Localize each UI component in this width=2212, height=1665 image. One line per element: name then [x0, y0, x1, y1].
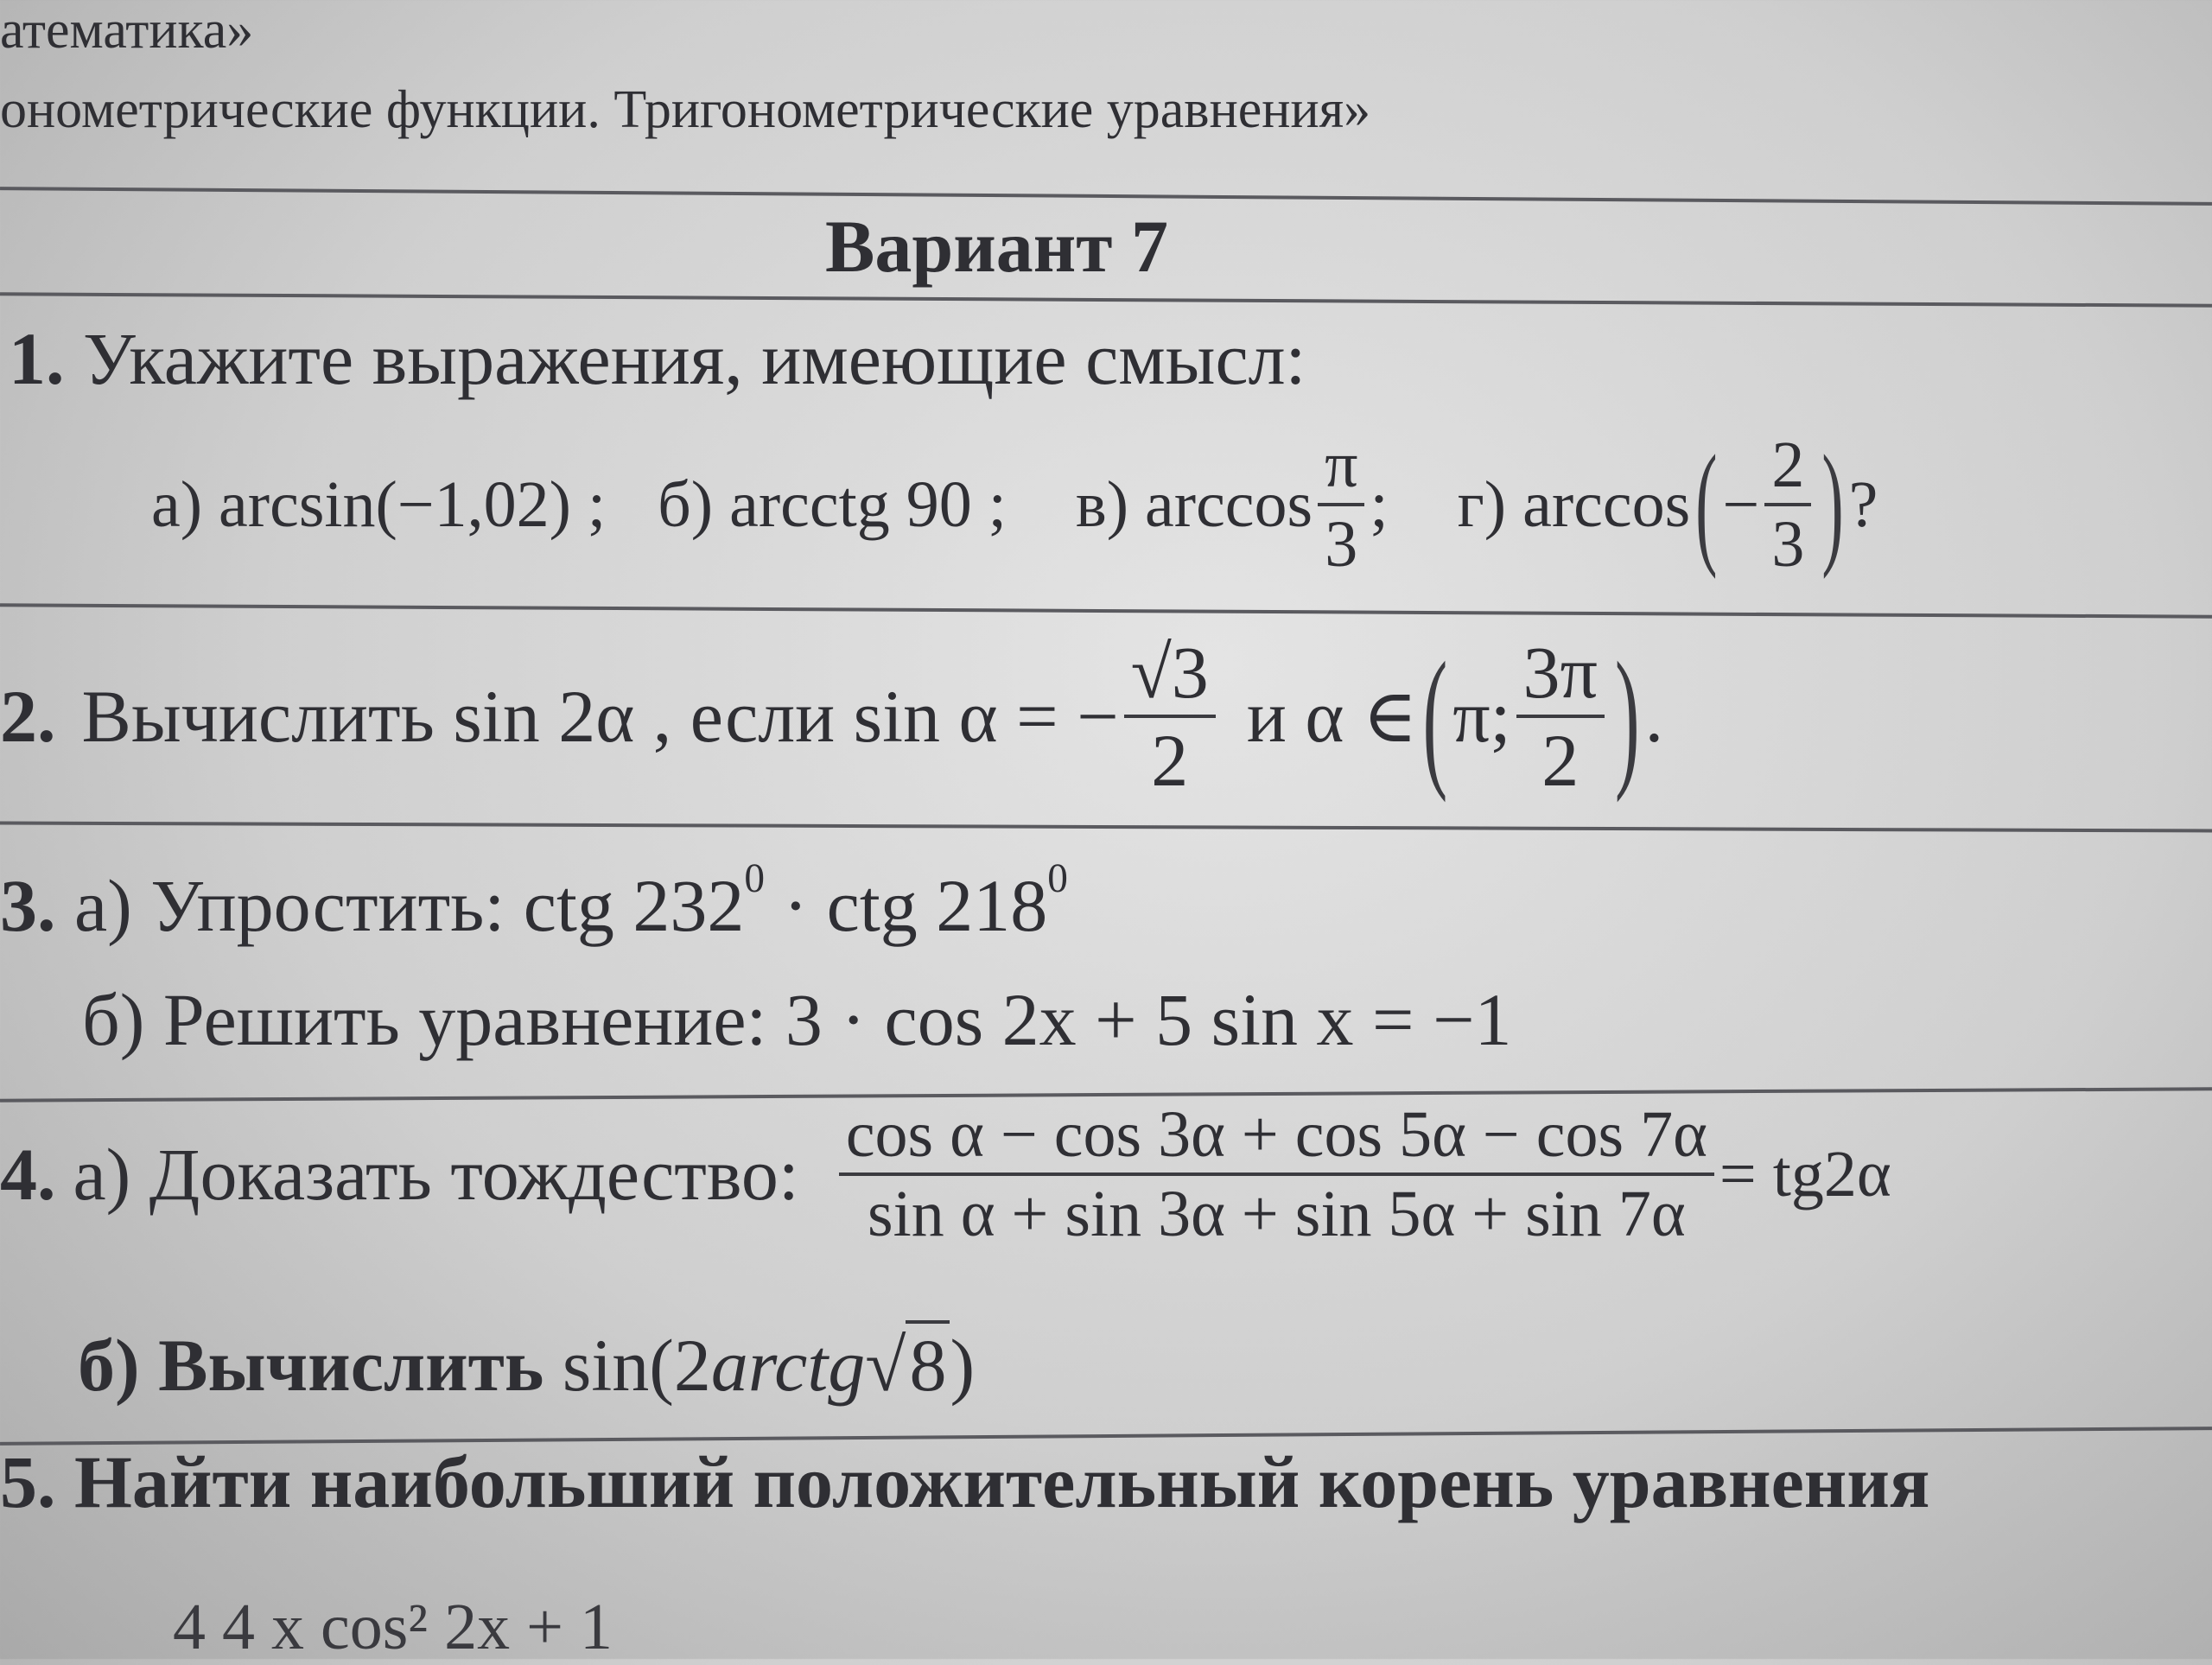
separator: ;: [1370, 467, 1389, 541]
divider: [0, 822, 2212, 833]
numerator: 3π: [1516, 635, 1605, 718]
task-1: [9, 315, 1306, 402]
option-a: а) arcsin(−1,02) ;: [151, 467, 607, 541]
expr-part: ctg 232: [523, 863, 745, 947]
task-2: [0, 629, 1664, 804]
equation: 3 · cos 2x + 5 sin x = −1: [785, 978, 1512, 1061]
numerator: cos α − cos 3α + cos 5α − cos 7α: [839, 1102, 1714, 1176]
left-paren: (: [1422, 629, 1448, 804]
fraction: [1764, 429, 1811, 581]
option-b: б) arcctg 90 ;: [658, 467, 1007, 541]
fraction: [1516, 631, 1605, 802]
task-label: б) Решить уравнение:: [82, 978, 767, 1061]
option-v: в) arccos: [1075, 467, 1313, 541]
task-label: а) Упростить:: [74, 863, 505, 947]
task-text: Вычислить sin 2α , если sin α = −: [81, 675, 1119, 758]
task-label: а) Доказать тождество:: [73, 1133, 799, 1216]
numerator: √3: [1124, 635, 1216, 718]
option-g: г) arccos: [1457, 467, 1691, 541]
task-number: 5.: [0, 1440, 56, 1523]
period: .: [1644, 675, 1664, 758]
task-number: 3.: [0, 863, 56, 947]
fraction: [1124, 631, 1216, 802]
left-paren: (: [1695, 427, 1718, 581]
task-label: б) Вычислить: [78, 1324, 544, 1407]
fraction: [1318, 429, 1364, 581]
expression: sin(2arctg√8): [563, 1320, 975, 1407]
task-number: 2.: [0, 675, 56, 758]
degree: 0: [1047, 856, 1068, 901]
task-4a: [0, 1098, 1891, 1250]
divider: [0, 292, 2212, 307]
task-4b: [78, 1322, 975, 1408]
topic-header: онометрические функции. Тригонометрические уравнения»: [0, 80, 1371, 139]
numerator: π: [1318, 432, 1364, 506]
task-number: 4.: [0, 1133, 56, 1216]
task-5: [0, 1439, 1929, 1525]
task-3a: [0, 855, 1068, 949]
task-3b: [82, 976, 1512, 1063]
denominator: 2: [1151, 719, 1189, 802]
denominator: 2: [1541, 719, 1580, 802]
subject-header: атематика»: [0, 1, 254, 60]
expression: [523, 856, 1068, 947]
interval-text: и α ∈: [1246, 675, 1418, 758]
arctg: arctg: [710, 1324, 866, 1407]
identity-rhs: = tg2α: [1719, 1137, 1891, 1211]
question-mark: ?: [1848, 467, 1878, 541]
interval-left: π;: [1452, 675, 1511, 758]
expr-part: · ctg 218: [765, 863, 1048, 947]
right-paren: ): [1821, 427, 1844, 581]
variant-title: Вариант 7: [825, 205, 1169, 288]
numerator: 2: [1764, 432, 1811, 506]
task-text: Укажите выражения, имеющие смысл:: [83, 317, 1306, 400]
denominator: 3: [1325, 508, 1358, 581]
expr-part: ): [950, 1324, 976, 1407]
task-5-formula-partial: 4 4 x cos² 2x + 1: [173, 1591, 613, 1663]
fraction: [839, 1098, 1714, 1250]
denominator: sin α + sin 3α + sin 5α + sin 7α: [868, 1178, 1686, 1250]
denominator: 3: [1771, 508, 1805, 581]
degree: 0: [744, 856, 766, 901]
radicand: 8: [906, 1320, 950, 1407]
task-1-options: [151, 427, 1878, 581]
task-text: Найти наибольший положительный корень уравнения: [74, 1440, 1930, 1523]
divider: [0, 603, 2212, 618]
task-number: 1.: [9, 317, 65, 400]
expr-part: sin(2: [562, 1324, 711, 1407]
minus-sign: −: [1722, 467, 1760, 541]
right-paren: ): [1614, 629, 1640, 804]
